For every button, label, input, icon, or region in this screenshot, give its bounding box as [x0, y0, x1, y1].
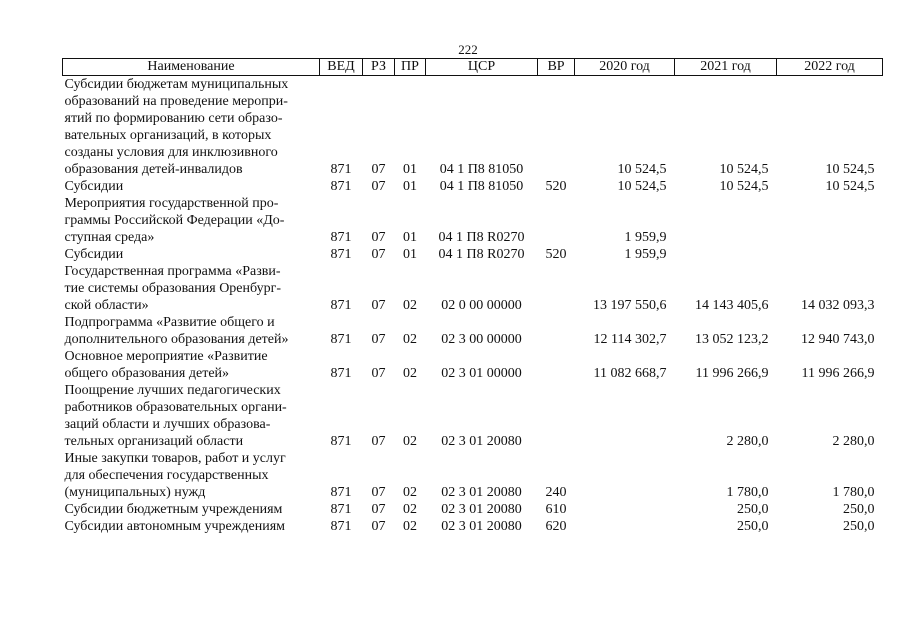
cell-2020 [575, 450, 675, 501]
header-csr: ЦСР [426, 59, 538, 76]
name-line: Субсидии автономным учреждениям [64, 519, 286, 534]
table-row [63, 76, 883, 179]
cell-name [63, 263, 320, 314]
table-header-row [63, 59, 883, 76]
cell-rz: 07 [371, 247, 386, 262]
name-line: Мероприятия государственной про- [64, 196, 279, 211]
name-line: тельных организаций области [64, 434, 244, 449]
cell-rz: 07 [371, 179, 386, 194]
cell-2020: 13 197 550,6 [593, 298, 667, 313]
name-line: для обеспечения государственных [64, 468, 269, 483]
cell-ved: 871 [330, 332, 352, 347]
cell-ved: 871 [330, 434, 352, 449]
cell-pr: 01 [403, 179, 417, 194]
cell-rz: 07 [371, 162, 386, 177]
cell-pr: 01 [403, 230, 417, 245]
cell-rz: 07 [371, 298, 386, 313]
header-name: Наименование [63, 59, 320, 76]
cell-2022: 250,0 [843, 502, 875, 517]
cell-2022: 10 524,5 [825, 179, 875, 194]
cell-2020: 10 524,5 [617, 179, 667, 194]
cell-csr: 02 0 00 00000 [441, 298, 522, 313]
name-line: Иные закупки товаров, работ и услуг [64, 451, 286, 466]
cell-2022 [777, 195, 883, 246]
header-2021: 2021 год [675, 59, 777, 76]
cell-name [63, 314, 320, 348]
cell-ved: 871 [330, 162, 352, 177]
cell-name [63, 195, 320, 246]
cell-ved: 871 [330, 247, 352, 262]
cell-vr: 610 [545, 502, 567, 517]
header-rz: РЗ [363, 59, 395, 76]
table-row [63, 450, 883, 501]
table-row [63, 501, 883, 518]
name-line: Основное мероприятие «Развитие [64, 349, 268, 364]
name-line: созданы условия для инклюзивного [64, 145, 278, 160]
cell-2022: 10 524,5 [825, 162, 875, 177]
header-ved: ВЕД [320, 59, 363, 76]
cell-csr: 02 3 00 00000 [441, 332, 522, 347]
cell-ved: 871 [330, 502, 352, 517]
cell-csr: 04 1 П8 81050 [439, 179, 524, 194]
header-2020: 2020 год [575, 59, 675, 76]
cell-rz: 07 [371, 230, 386, 245]
name-line: ятий по формированию сети образо- [64, 111, 283, 126]
cell-vr [538, 263, 575, 314]
cell-csr: 04 1 П8 81050 [439, 162, 524, 177]
name-line: ступная среда» [64, 230, 155, 245]
name-line: ской области» [64, 298, 149, 313]
table-row [63, 314, 883, 348]
name-line: Субсидии бюджетным учреждениям [64, 502, 283, 517]
name-line: граммы Российской Федерации «До- [64, 213, 285, 228]
table-body [63, 76, 883, 536]
cell-ved: 871 [330, 298, 352, 313]
name-line: образований на проведение меропри- [64, 94, 288, 109]
cell-csr: 02 3 01 20080 [441, 519, 522, 534]
cell-2020 [575, 382, 675, 450]
table-row [63, 518, 883, 535]
cell-2020: 12 114 302,7 [593, 332, 667, 347]
cell-pr: 01 [403, 162, 417, 177]
cell-ved: 871 [330, 519, 352, 534]
cell-vr: 240 [545, 485, 567, 500]
cell-ved: 871 [330, 366, 352, 381]
cell-2021: 10 524,5 [719, 179, 769, 194]
cell-pr: 02 [403, 519, 417, 534]
name-line: заций области и лучших образова- [64, 417, 271, 432]
cell-2021: 13 052 123,2 [695, 332, 769, 347]
cell-2021 [675, 246, 777, 263]
cell-rz: 07 [371, 366, 386, 381]
cell-2020: 1 959,9 [624, 247, 667, 262]
table-row [63, 178, 883, 195]
name-line: Поощрение лучших педагогических [64, 383, 281, 398]
cell-2021: 10 524,5 [719, 162, 769, 177]
cell-rz: 07 [371, 519, 386, 534]
cell-pr: 02 [403, 434, 417, 449]
cell-2021: 2 280,0 [726, 434, 769, 449]
cell-pr: 02 [403, 366, 417, 381]
cell-name [63, 518, 320, 535]
name-line: Субсидии [64, 247, 124, 262]
cell-ved: 871 [330, 485, 352, 500]
cell-2021: 1 780,0 [726, 485, 769, 500]
cell-ved: 871 [330, 179, 352, 194]
cell-2020 [575, 518, 675, 535]
cell-rz: 07 [371, 332, 386, 347]
cell-ved: 871 [330, 230, 352, 245]
cell-rz: 07 [371, 434, 386, 449]
cell-vr [538, 314, 575, 348]
cell-pr: 01 [403, 247, 417, 262]
cell-2022: 1 780,0 [832, 485, 875, 500]
name-line: дополнительного образования детей» [64, 332, 289, 347]
cell-name [63, 382, 320, 450]
cell-2021: 250,0 [737, 502, 769, 517]
cell-pr: 02 [403, 332, 417, 347]
cell-name [63, 246, 320, 263]
cell-vr [538, 382, 575, 450]
cell-2021: 11 996 266,9 [695, 366, 769, 381]
cell-vr [538, 195, 575, 246]
cell-2022: 14 032 093,3 [801, 298, 875, 313]
cell-vr [538, 348, 575, 382]
cell-2021 [675, 195, 777, 246]
budget-table [62, 58, 883, 535]
cell-2020: 11 082 668,7 [593, 366, 667, 381]
page-number: 222 [458, 42, 478, 57]
cell-2022 [777, 246, 883, 263]
cell-2022: 11 996 266,9 [801, 366, 875, 381]
cell-name [63, 348, 320, 382]
name-line: образования детей-инвалидов [64, 162, 243, 177]
cell-2020: 10 524,5 [617, 162, 667, 177]
cell-vr: 520 [545, 247, 567, 262]
name-line: вательных организаций, в которых [64, 128, 272, 143]
name-line: Государственная программа «Разви- [64, 264, 281, 279]
name-line: Субсидии бюджетам муниципальных [64, 77, 289, 92]
table-row [63, 382, 883, 450]
cell-2022: 2 280,0 [832, 434, 875, 449]
cell-2020: 1 959,9 [624, 230, 667, 245]
cell-vr [538, 76, 575, 179]
cell-csr: 04 1 П8 R0270 [438, 230, 525, 245]
cell-2020 [575, 501, 675, 518]
cell-csr: 04 1 П8 R0270 [438, 247, 525, 262]
table-row [63, 263, 883, 314]
cell-csr: 02 3 01 20080 [441, 485, 522, 500]
name-line: работников образовательных органи- [64, 400, 287, 415]
cell-vr: 520 [545, 179, 567, 194]
name-line: (муниципальных) нужд [64, 485, 206, 500]
cell-2021: 250,0 [737, 519, 769, 534]
cell-pr: 02 [403, 485, 417, 500]
cell-name [63, 76, 320, 179]
table-row [63, 246, 883, 263]
cell-rz: 07 [371, 485, 386, 500]
header-pr: ПР [395, 59, 426, 76]
cell-name [63, 178, 320, 195]
cell-2022: 250,0 [843, 519, 875, 534]
cell-pr: 02 [403, 298, 417, 313]
cell-vr: 620 [545, 519, 567, 534]
cell-csr: 02 3 01 20080 [441, 434, 522, 449]
table-row [63, 348, 883, 382]
name-line: Подпрограмма «Развитие общего и [64, 315, 275, 330]
cell-name [63, 501, 320, 518]
cell-csr: 02 3 01 20080 [441, 502, 522, 517]
cell-name [63, 450, 320, 501]
name-line: тие системы образования Оренбург- [64, 281, 282, 296]
cell-2021: 14 143 405,6 [695, 298, 769, 313]
cell-rz: 07 [371, 502, 386, 517]
name-line: общего образования детей» [64, 366, 230, 381]
header-2022: 2022 год [777, 59, 883, 76]
table-row [63, 195, 883, 246]
cell-2022: 12 940 743,0 [801, 332, 875, 347]
header-vr: ВР [538, 59, 575, 76]
cell-pr: 02 [403, 502, 417, 517]
cell-csr: 02 3 01 00000 [441, 366, 522, 381]
name-line: Субсидии [64, 179, 124, 194]
